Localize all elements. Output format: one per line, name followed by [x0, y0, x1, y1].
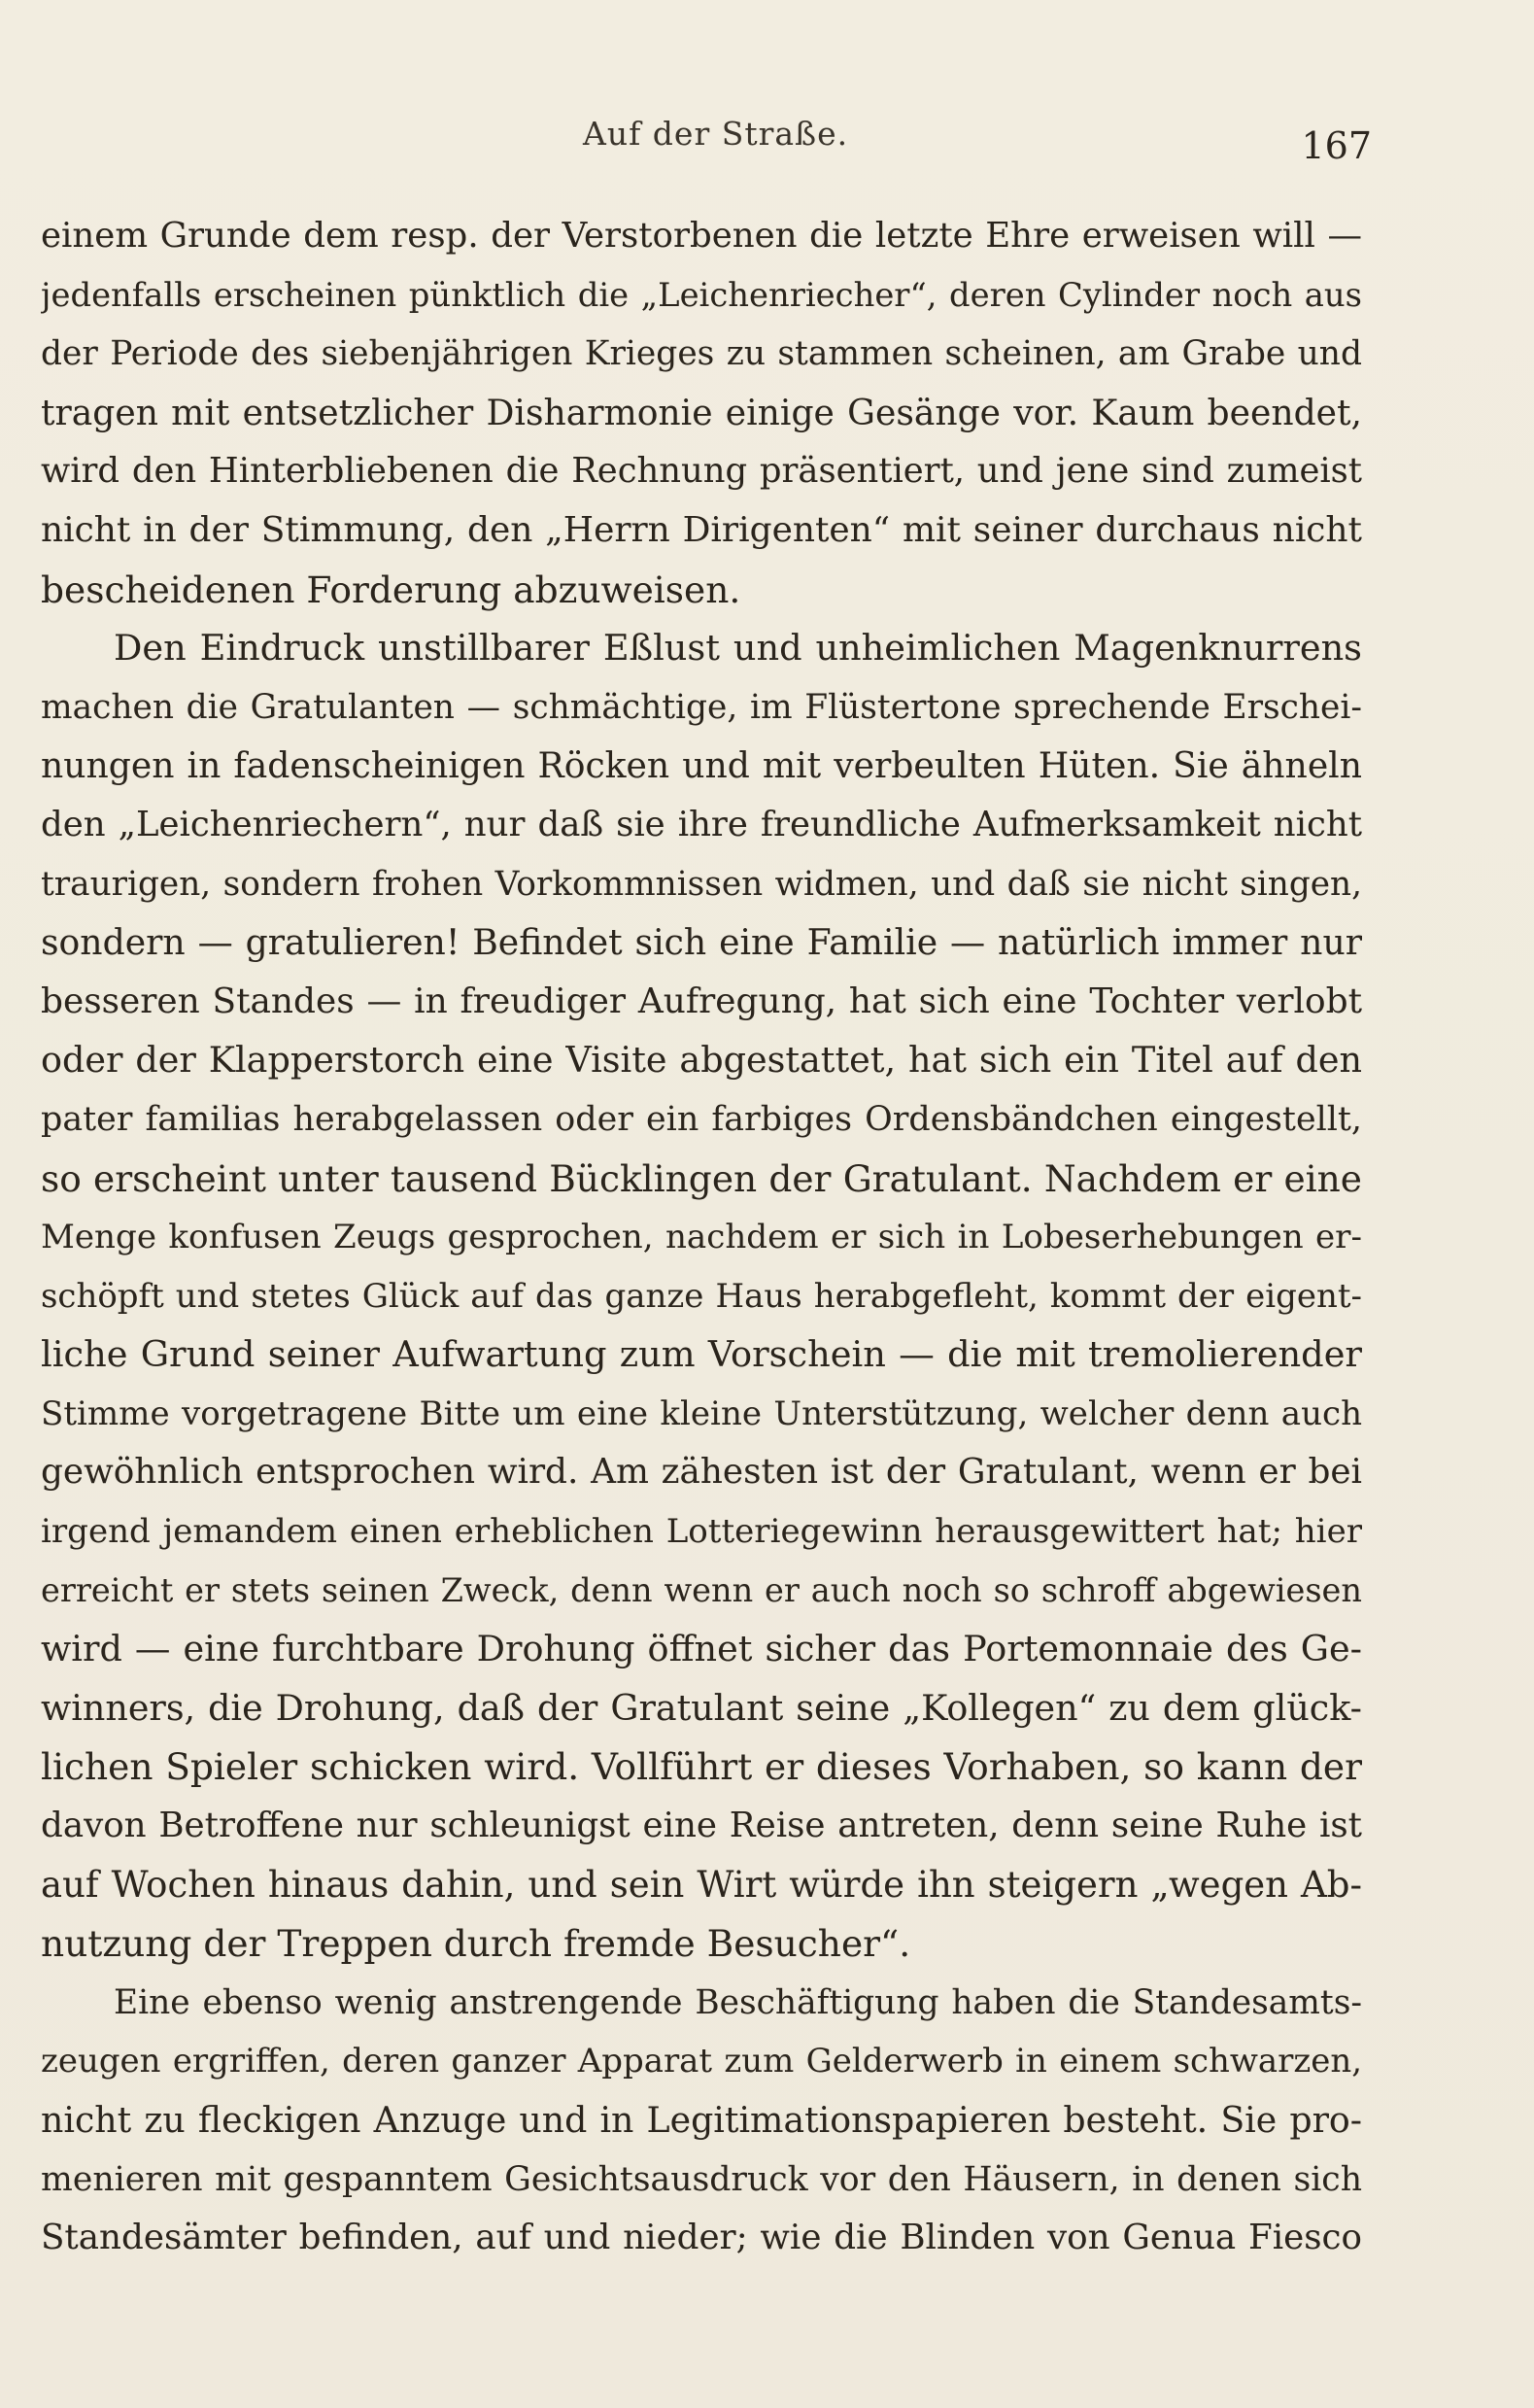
paragraph-3 — [41, 1974, 1362, 2268]
text-line: wird — eine furchtbare Drohung öffnet sicher das Portemonnaie des Ge- — [41, 1628, 1362, 1670]
page-number: 167 — [1301, 124, 1372, 167]
text-line: den „Leichenriechern“, nur daß sie ihre freundliche Aufmerksamkeit nicht — [41, 804, 1362, 844]
text-line: Standesämter befinden, auf und nieder; wie die Blinden von Genua Fiesco — [41, 2218, 1362, 2258]
text-line: einem Grunde dem resp. der Verstorbenen die letzte Ehre erweisen will — — [41, 216, 1362, 256]
text-line: zeugen ergriffen, deren ganzer Apparat zum Gelderwerb in einem schwarzen, — [41, 2042, 1362, 2081]
text-line: nicht zu fleckigen Anzuge und in Legitimationspapieren besteht. Sie pro- — [41, 2099, 1362, 2141]
text-line: machen die Gratulanten — schmächtige, im Flüstertone sprechende Erschei- — [41, 687, 1362, 727]
text-line: auf Wochen hinaus dahin, und sein Wirt würde ihn steigern „wegen Ab- — [41, 1863, 1362, 1906]
text-line: gewöhnlich entsprochen wird. Am zähesten ist der Gratulant, wenn er bei — [41, 1452, 1362, 1493]
text-line: irgend jemandem einen erheblichen Lotteriegewinn herausgewittert hat; hier — [41, 1512, 1362, 1552]
text-line: oder der Klapperstorch eine Visite abgestattet, hat sich ein Titel auf den — [41, 1039, 1362, 1082]
text-line: besseren Standes — in freudiger Aufregung, hat sich eine Tochter verlobt — [41, 980, 1362, 1021]
paragraph-2 — [41, 619, 1362, 1974]
text-line: Den Eindruck unstillbarer Eßlust und unheimlichen Magenknurrens — [114, 627, 1362, 670]
text-line: wird den Hinterbliebenen die Rechnung präsentiert, und jene sind zumeist — [41, 451, 1362, 492]
text-line: menieren mit gespanntem Gesichtsausdruck vor den Häusern, in denen sich — [41, 2159, 1362, 2199]
text-line: nicht in der Stimmung, den „Herrn Dirigenten“ mit seiner durchaus nicht — [41, 509, 1362, 550]
text-line: traurigen, sondern frohen Vorkommnissen widmen, und daß sie nicht singen, — [41, 864, 1362, 904]
text-line: der Periode des siebenjährigen Krieges zu stammen scheinen, am Grabe und — [41, 334, 1362, 374]
text-line: Menge konfusen Zeugs gesprochen, nachdem er sich in Lobeserhebungen er- — [41, 1218, 1362, 1257]
text-line: liche Grund seiner Aufwartung zum Vorschein — die mit tremolierender — [41, 1333, 1362, 1376]
text-line: erreicht er stets seinen Zweck, denn wenn er auch noch so schroff abgewiesen — [41, 1570, 1362, 1609]
text-line: Stimme vorgetragene Bitte um eine kleine Unterstützung, welcher denn auch — [41, 1393, 1362, 1433]
text-line: pater familias herabgelassen oder ein farbiges Ordensbändchen eingestellt, — [41, 1099, 1362, 1139]
text-line: nungen in fadenscheinigen Röcken und mit verbeulten Hüten. Sie ähneln — [41, 744, 1362, 787]
text-line: davon Betroffene nur schleunigst eine Reise antreten, denn seine Ruhe ist — [41, 1806, 1362, 1846]
text-line: so erscheint unter tausend Bücklingen der Gratulant. Nachdem er eine — [41, 1156, 1362, 1200]
running-title: Auf der Straße. — [583, 115, 849, 153]
text-line: tragen mit entsetzlicher Disharmonie einige Gesänge vor. Kaum beendet, — [41, 392, 1362, 433]
body-text — [41, 207, 1362, 2268]
text-line: bescheidenen Forderung abzuweisen. — [41, 568, 741, 611]
text-line: schöpft und stetes Glück auf das ganze Haus herabgefleht, kommt der eigent- — [41, 1276, 1362, 1316]
text-line: sondern — gratulieren! Befindet sich eine Familie — natürlich immer nur — [41, 921, 1362, 964]
text-line: Eine ebenso wenig anstrengende Beschäftigung haben die Standesamts- — [114, 1982, 1362, 2022]
text-line: jedenfalls erscheinen pünktlich die „Leichenriecher“, deren Cylinder noch aus — [41, 275, 1362, 314]
paragraph-1 — [41, 207, 1362, 619]
text-line: nutzung der Treppen durch fremde Besucher“. — [41, 1922, 911, 1966]
text-line: winners, die Drohung, daß der Gratulant seine „Kollegen“ zu dem glück- — [41, 1686, 1362, 1729]
text-line: lichen Spieler schicken wird. Vollführt er dieses Vorhaben, so kann der — [41, 1745, 1362, 1789]
